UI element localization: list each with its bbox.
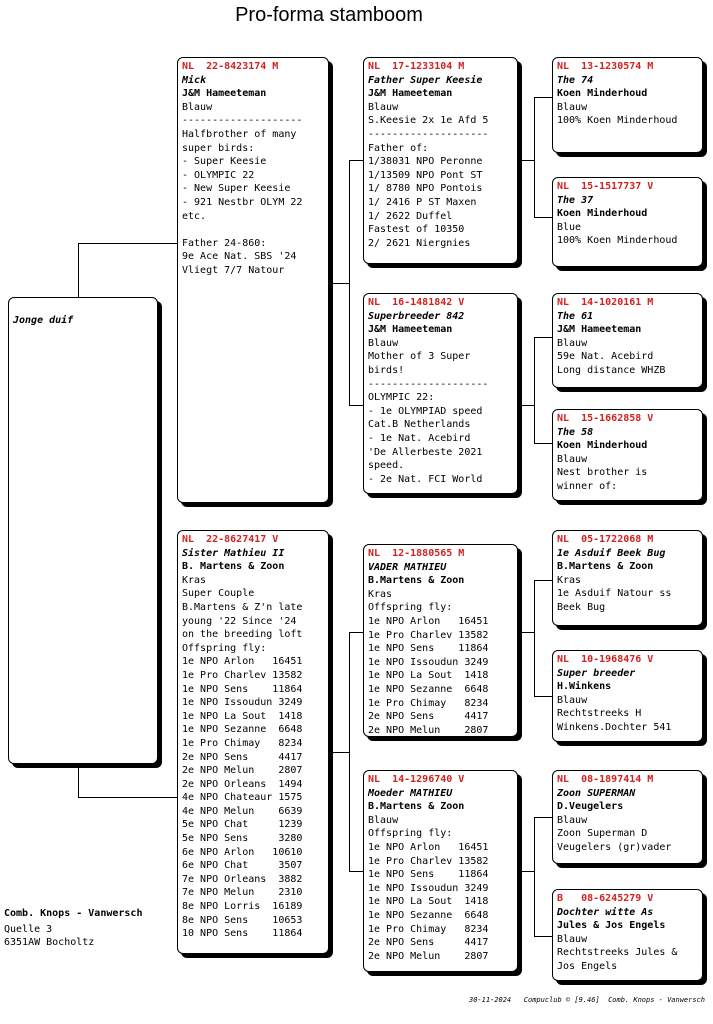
pigeon-card-father-father[interactable] xyxy=(363,57,518,264)
pigeon-card-mother-mother-father[interactable] xyxy=(552,770,703,864)
connector xyxy=(518,160,534,161)
pigeon-owner: B. Martens & Zoon xyxy=(182,561,285,573)
pigeon-info-line: 1/ 2416 P ST Maxen xyxy=(368,196,477,208)
pigeon-info-line: 100% Koen Minderhoud xyxy=(557,115,678,127)
pigeon-info-line: speed. xyxy=(368,460,405,472)
ring-number: NL 17-1233104 M xyxy=(368,61,465,72)
pigeon-info-line: Kras xyxy=(368,588,393,600)
pigeon-info-line: 'De Allerbeste 2021 xyxy=(368,446,483,458)
pigeon-card-mother-mother[interactable] xyxy=(363,770,518,972)
pigeon-info-line: Jos Engels xyxy=(557,960,618,972)
subject-box[interactable] xyxy=(8,297,158,764)
connector xyxy=(534,817,552,818)
pigeon-info-line: - New Super Keesie xyxy=(182,183,291,195)
pigeon-info-line: 1/13509 NPO Pont ST xyxy=(368,169,483,181)
ring-number: NL 12-1880565 M xyxy=(368,548,465,559)
ring-number: NL 14-1020161 M xyxy=(557,297,654,308)
footer-credit: 30-11-2024 Compuclub © [9.46] Comb. Knops - Vanwersch xyxy=(469,996,706,1004)
pigeon-info-line: Blauw xyxy=(182,101,213,113)
pigeon-info-line: Blauw xyxy=(368,814,399,826)
pigeon-info-line: Blauw xyxy=(557,337,588,349)
pigeon-info-line: 1e Pro Charlev 13582 xyxy=(368,855,489,867)
pigeon-info-line: - 2e Nat. FCI World xyxy=(368,473,483,485)
pigeon-owner: B.Martens & Zoon xyxy=(557,561,654,573)
pigeon-info-line: on the breeding loft xyxy=(182,629,303,641)
pigeon-info-line: Super Couple xyxy=(182,588,255,600)
pigeon-info-line: Beek Bug xyxy=(557,601,606,613)
ring-number: NL 16-1481842 V xyxy=(368,297,465,308)
breeder-address-street: Quelle 3 xyxy=(4,924,53,935)
pigeon-info-line: Cat.B Netherlands xyxy=(368,419,471,431)
pigeon-card-mother[interactable] xyxy=(177,530,329,954)
pigeon-card-mother-father-father[interactable] xyxy=(552,530,703,626)
connector xyxy=(534,217,552,218)
breeder-name: Comb. Knops - Vanwersch xyxy=(4,908,143,919)
pigeon-owner: Koen Minderhoud xyxy=(557,88,648,100)
connector xyxy=(534,936,552,937)
pigeon-name: Sister Mathieu II xyxy=(182,547,285,559)
connector xyxy=(329,283,349,284)
pigeon-info-line: 4e NPO Chateaur 1575 xyxy=(182,792,303,804)
pigeon-owner: J&M Hameeteman xyxy=(368,324,453,336)
pigeon-info-line: Offspring fly: xyxy=(368,602,453,614)
connector xyxy=(349,160,350,405)
pigeon-info-line: young '22 Since '24 xyxy=(182,615,297,627)
pigeon-owner: Koen Minderhoud xyxy=(557,440,648,452)
pigeon-info-line: Zoon Superman D xyxy=(557,828,648,840)
pigeon-info-line: Rechtstreeks Jules & xyxy=(557,947,678,959)
pigeon-info-line: 1e NPO Sens 11864 xyxy=(368,869,489,881)
pigeon-info-line: 1/ 8780 NPO Pontois xyxy=(368,183,483,195)
pigeon-info-line: Mother of 3 Super xyxy=(368,351,471,363)
pigeon-info-line: 1e NPO Arlon 16451 xyxy=(368,615,489,627)
pigeon-info-line: Blauw xyxy=(557,453,588,465)
pigeon-info-line: Blauw xyxy=(368,101,399,113)
pigeon-info-line: Winkens.Dochter 541 xyxy=(557,721,672,733)
pigeon-info-line: etc. xyxy=(182,210,207,222)
connector xyxy=(349,871,363,872)
pigeon-owner: J&M Hameeteman xyxy=(557,324,642,336)
pigeon-info-line: Blauw xyxy=(557,694,588,706)
pigeon-owner: H.Winkens xyxy=(557,681,612,693)
pigeon-info-line: 2e NPO Melun 2807 xyxy=(182,765,303,777)
connector xyxy=(534,696,552,697)
pigeon-info-line: Kras xyxy=(557,574,582,586)
pigeon-info-line: Offspring fly: xyxy=(182,642,267,654)
pigeon-info-line: 1e NPO La Sout 1418 xyxy=(182,710,303,722)
connector xyxy=(534,97,535,217)
pigeon-info-line: Blue xyxy=(557,221,582,233)
pigeon-name: Mick xyxy=(182,74,207,86)
pigeon-info-line: 59e Nat. Acebird xyxy=(557,351,654,363)
pigeon-owner: J&M Hameeteman xyxy=(368,88,453,100)
pigeon-info-line: 1e Pro Chimay 8234 xyxy=(368,697,489,709)
pigeon-info-line: 2/ 2621 Niergnies xyxy=(368,237,471,249)
pigeon-info-line: 100% Koen Minderhoud xyxy=(557,235,678,247)
pigeon-info-line: Blauw xyxy=(368,337,399,349)
pigeon-info-line: 1e Pro Charlev 13582 xyxy=(182,669,303,681)
ring-number: NL 05-1722068 M xyxy=(557,534,654,545)
pigeon-name: 1e Asduif Beek Bug xyxy=(557,547,666,559)
connector xyxy=(78,764,79,797)
connector xyxy=(349,405,363,406)
pigeon-info-line: Halfbrother of many xyxy=(182,128,297,140)
pigeon-info-line: Father 24-860: xyxy=(182,237,267,249)
pigeon-info-line: 1e Asduif Natour ss xyxy=(557,588,672,600)
pigeon-info-line: 8e NPO Sens 10653 xyxy=(182,914,303,926)
pigeon-info-line: 1e NPO Sezanne 6648 xyxy=(368,909,489,921)
connector xyxy=(78,797,178,798)
pigeon-info-line: Blauw xyxy=(557,101,588,113)
connector xyxy=(349,632,350,871)
pigeon-info-line: 1e NPO Issoudun 3249 xyxy=(368,656,489,668)
connector xyxy=(78,243,79,297)
connector xyxy=(534,337,552,338)
pigeon-info-line: 2e NPO Melun 2807 xyxy=(368,950,489,962)
pigeon-info-line: - 1e Nat. Acebird xyxy=(368,432,471,444)
pigeon-info-line: 1e Pro Chimay 8234 xyxy=(182,737,303,749)
pigeon-info-line: -------------------- xyxy=(182,115,303,127)
pigeon-info-line: 1e NPO Issoudun 3249 xyxy=(182,697,303,709)
pigeon-card-father[interactable] xyxy=(177,57,329,503)
pigeon-info-line: 1e NPO Sens 11864 xyxy=(368,643,489,655)
pigeon-info-line: Blauw xyxy=(557,814,588,826)
pigeon-info-line: Long distance WHZB xyxy=(557,364,666,376)
pigeon-info-line: Nest brother is xyxy=(557,467,648,479)
pigeon-card-father-mother[interactable] xyxy=(363,293,518,494)
pigeon-info-line: 1e Pro Chimay 8234 xyxy=(368,923,489,935)
connector xyxy=(534,580,535,696)
pigeon-info-line: 9e Ace Nat. SBS '24 xyxy=(182,251,297,263)
pigeon-card-father-mother-mother[interactable] xyxy=(552,409,703,501)
pigeon-owner: D.Veugelers xyxy=(557,801,624,813)
pigeon-info-line: Father of: xyxy=(368,142,429,154)
pigeon-info-line: 1e NPO Sens 11864 xyxy=(182,683,303,695)
pigeon-info-line: 6e NPO Chat 3507 xyxy=(182,860,303,872)
pigeon-owner: J&M Hameeteman xyxy=(182,88,267,100)
pigeon-info-line: 1/ 2622 Duffel xyxy=(368,210,453,222)
pigeon-info-line: 8e NPO Lorris 16189 xyxy=(182,901,303,913)
pigeon-info-line: - 921 Nestbr OLYM 22 xyxy=(182,196,303,208)
pigeon-info-line: - 1e OLYMPIAD speed xyxy=(368,405,483,417)
pigeon-info-line: Blauw xyxy=(557,933,588,945)
pigeon-info-line: 1e NPO Arlon 16451 xyxy=(182,656,303,668)
breeder-info xyxy=(4,906,142,951)
pigeon-info-line: 1e NPO Issoudun 3249 xyxy=(368,882,489,894)
pigeon-card-mother-father-mother[interactable] xyxy=(552,650,703,742)
pigeon-info-line: -------------------- xyxy=(368,128,489,140)
pigeon-name: Father Super Keesie xyxy=(368,74,483,86)
connector xyxy=(349,160,363,161)
ring-number: NL 22-8627417 V xyxy=(182,534,279,545)
connector xyxy=(534,97,552,98)
ring-number: NL 15-1662858 V xyxy=(557,413,654,424)
pigeon-info-line: 2e NPO Sens 4417 xyxy=(182,751,303,763)
pigeon-info-line: 1/38031 NPO Peronne xyxy=(368,156,483,168)
pigeon-info-line: Kras xyxy=(182,574,207,586)
pigeon-info-line: 7e NPO Orleans 3882 xyxy=(182,873,303,885)
connector xyxy=(518,871,534,872)
ring-number: NL 15-1517737 V xyxy=(557,181,654,192)
pigeon-owner: Koen Minderhoud xyxy=(557,208,648,220)
pigeon-info-line: - OLYMPIC 22 xyxy=(182,169,255,181)
pigeon-info-line: 1e NPO Sezanne 6648 xyxy=(368,683,489,695)
pigeon-info-line: OLYMPIC 22: xyxy=(368,392,435,404)
pigeon-card-father-father-father[interactable] xyxy=(552,57,703,153)
connector xyxy=(329,752,349,753)
breeder-address-city: 6351AW Bocholtz xyxy=(4,937,95,948)
connector xyxy=(534,337,535,443)
ring-number: NL 13-1230574 M xyxy=(557,61,654,72)
pigeon-info-line: - Super Keesie xyxy=(182,156,267,168)
pigeon-info-line: Vliegt 7/7 Natour xyxy=(182,264,285,276)
pigeon-name: The 37 xyxy=(557,194,594,206)
pigeon-info-line: 6e NPO Arlon 10610 xyxy=(182,846,303,858)
connector xyxy=(534,443,552,444)
pigeon-info-line: 2e NPO Sens 4417 xyxy=(368,711,489,723)
connector xyxy=(518,632,534,633)
ring-number: NL 08-1897414 M xyxy=(557,774,654,785)
ring-number: NL 10-1968476 V xyxy=(557,654,654,665)
pigeon-card-mother-father[interactable] xyxy=(363,544,518,737)
subject-name: Jonge duif xyxy=(13,315,74,326)
pigeon-info-line: 7e NPO Melun 2310 xyxy=(182,887,303,899)
pigeon-card-father-mother-father[interactable] xyxy=(552,293,703,388)
connector xyxy=(534,580,552,581)
pigeon-info-line: 1e NPO Arlon 16451 xyxy=(368,841,489,853)
pigeon-info-line: 1e NPO Sezanne 6648 xyxy=(182,724,303,736)
pigeon-info-line: 1e NPO La Sout 1418 xyxy=(368,896,489,908)
pigeon-card-father-father-mother[interactable] xyxy=(552,177,703,267)
pigeon-name: Zoon SUPERMAN xyxy=(557,787,636,799)
ring-number: NL 22-8423174 M xyxy=(182,61,279,72)
pigeon-card-mother-mother-mother[interactable] xyxy=(552,889,703,981)
pigeon-owner: B.Martens & Zoon xyxy=(368,575,465,587)
connector xyxy=(349,632,363,633)
pigeon-name: The 74 xyxy=(557,74,594,86)
pigeon-name: VADER MATHIEU xyxy=(368,561,447,573)
pigeon-info-line: winner of: xyxy=(557,480,618,492)
pigeon-info-line: Fastest of 10350 xyxy=(368,224,465,236)
connector xyxy=(78,243,178,244)
pigeon-info-line: 2e NPO Melun 2807 xyxy=(368,724,489,736)
pigeon-info-line: 5e NPO Sens 3280 xyxy=(182,833,303,845)
pigeon-name: The 58 xyxy=(557,426,594,438)
pigeon-info-line: 2e NPO Sens 4417 xyxy=(368,937,489,949)
pigeon-info-line: birds! xyxy=(368,364,405,376)
pigeon-name: Moeder MATHIEU xyxy=(368,787,453,799)
pigeon-info-line: 1e Pro Charlev 13582 xyxy=(368,629,489,641)
pigeon-info-line: Offspring fly: xyxy=(368,828,453,840)
page-title: Pro-forma stamboom xyxy=(235,4,423,26)
pigeon-info-line: 1e NPO La Sout 1418 xyxy=(368,670,489,682)
pigeon-info-line: 5e NPO Chat 1239 xyxy=(182,819,303,831)
ring-number: B 08-6245279 V xyxy=(557,893,654,904)
ring-number: NL 14-1296740 V xyxy=(368,774,465,785)
pigeon-info-line: B.Martens & Z'n late xyxy=(182,601,303,613)
pigeon-info-line: Veugelers (gr)vader xyxy=(557,841,672,853)
pigeon-info-line: S.Keesie 2x 1e Afd 5 xyxy=(368,115,489,127)
pigeon-name: Dochter witte As xyxy=(557,906,654,918)
connector xyxy=(518,405,534,406)
pigeon-owner: B.Martens & Zoon xyxy=(368,801,465,813)
pigeon-info-line: 10 NPO Sens 11864 xyxy=(182,928,303,940)
pigeon-info-line: 2e NPO Orleans 1494 xyxy=(182,778,303,790)
pigeon-name: Superbreeder 842 xyxy=(368,310,465,322)
pigeon-info-line: -------------------- xyxy=(368,378,489,390)
pigeon-info-line: Rechtstreeks H xyxy=(557,708,642,720)
pigeon-info-line xyxy=(182,223,325,237)
pigeon-name: Super breeder xyxy=(557,667,636,679)
pigeon-info-line: super birds: xyxy=(182,142,255,154)
connector xyxy=(534,817,535,936)
pigeon-info-line: 4e NPO Melun 6639 xyxy=(182,805,303,817)
pigeon-owner: Jules & Jos Engels xyxy=(557,920,666,932)
pigeon-name: The 61 xyxy=(557,310,594,322)
